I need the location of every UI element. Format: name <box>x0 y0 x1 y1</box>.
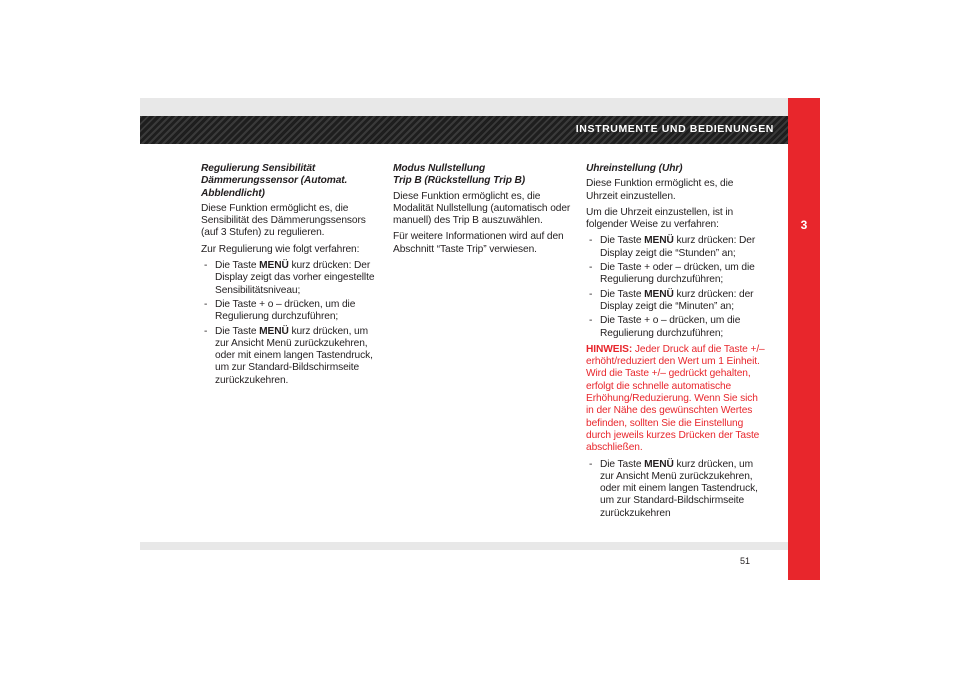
paragraph: Für weitere Informationen wird auf den Abschnitt “Taste Trip” verwiesen. <box>393 231 564 255</box>
section-header-bar <box>140 116 788 144</box>
section-title: INSTRUMENTE UND BEDIENUNGEN <box>575 123 774 135</box>
column-dusk-sensor <box>201 163 379 391</box>
heading-dusk-sensor: Regulierung Sensibilität Dämmerungssensor (Automat. Abblendlicht) <box>201 163 348 199</box>
menu-key-label: MENÜ <box>644 235 674 247</box>
heading-clock-setting: Uhreinstellung (Uhr) <box>586 163 683 174</box>
list-item: - Die Taste MENÜ kurz drücken, um zur Ansicht Menü zurückzukehren, oder mit einem langen Tastendruck, um zur Standard-Bildschirmseite zurückzukehren <box>586 459 766 520</box>
bottom-gray-band <box>140 542 788 550</box>
list-item: - Die Taste MENÜ kurz drücken: Der Display zeigt die “Stunden” an; <box>586 235 766 260</box>
step-list <box>201 260 379 387</box>
paragraph: Diese Funktion ermöglicht es, die Modalität Nullstellung (automatisch oder manuell) des Trip B auszuwählen. <box>393 190 571 227</box>
paragraph: Zur Regulierung wie folgt verfahren: <box>201 243 360 255</box>
list-item: - Die Taste MENÜ kurz drücken, um zur Ansicht Menü zurückzukehren, oder mit einem langen Tastendruck, um zur Standard-Bildschirmseite zurückzukehren. <box>201 326 379 387</box>
column-trip-reset <box>393 163 571 260</box>
paragraph: Diese Funktion ermöglicht es, die Sensibilität des Dämmerungssensors (auf 3 Stufen) zu regulieren. <box>201 202 366 239</box>
list-item: - Die Taste + oder – drücken, um die Regulierung durchzuführen; <box>586 262 766 287</box>
page-number: 51 <box>740 556 751 566</box>
list-item: - Die Taste + o – drücken, um die Regulierung durchzuführen; <box>586 315 766 340</box>
top-gray-band <box>140 98 788 116</box>
heading-trip-reset: Modus Nullstellung Trip B (Rückstellung Trip B) <box>393 163 526 187</box>
list-item: - Die Taste MENÜ kurz drücken: Der Display zeigt das vorher eingestellte Sensibilitätsniveau; <box>201 260 379 297</box>
column-clock-setting <box>586 163 766 524</box>
menu-key-label: MENÜ <box>259 325 289 337</box>
step-list <box>586 235 766 339</box>
menu-key-label: MENÜ <box>644 288 674 300</box>
step-list <box>586 459 766 520</box>
chapter-tab <box>788 98 820 580</box>
menu-key-label: MENÜ <box>644 458 674 470</box>
list-item: - Die Taste + o – drücken, um die Regulierung durchzuführen; <box>201 299 379 324</box>
paragraph: Diese Funktion ermöglicht es, die Uhrzeit einzustellen. <box>586 178 734 202</box>
menu-key-label: MENÜ <box>259 260 289 272</box>
list-item: - Die Taste MENÜ kurz drücken: der Display zeigt die “Minuten” an; <box>586 289 766 314</box>
note-hinweis: HINWEIS: Jeder Druck auf die Taste +/– erhöht/reduziert den Wert um 1 Einheit. Wird die Taste +/– gedrückt gehalten, erfolgt die schnelle automatische Erhöhung/Reduzierung. Wenn Sie sich in der Nähe des gewünschten Wertes befinden, sollten Sie die Einstellung durch jeweils kurzes Drücken der Taste abschließen. <box>586 343 765 454</box>
paragraph: Um die Uhrzeit einzustellen, ist in folgender Weise zu verfahren: <box>586 206 734 231</box>
chapter-number: 3 <box>800 218 808 232</box>
